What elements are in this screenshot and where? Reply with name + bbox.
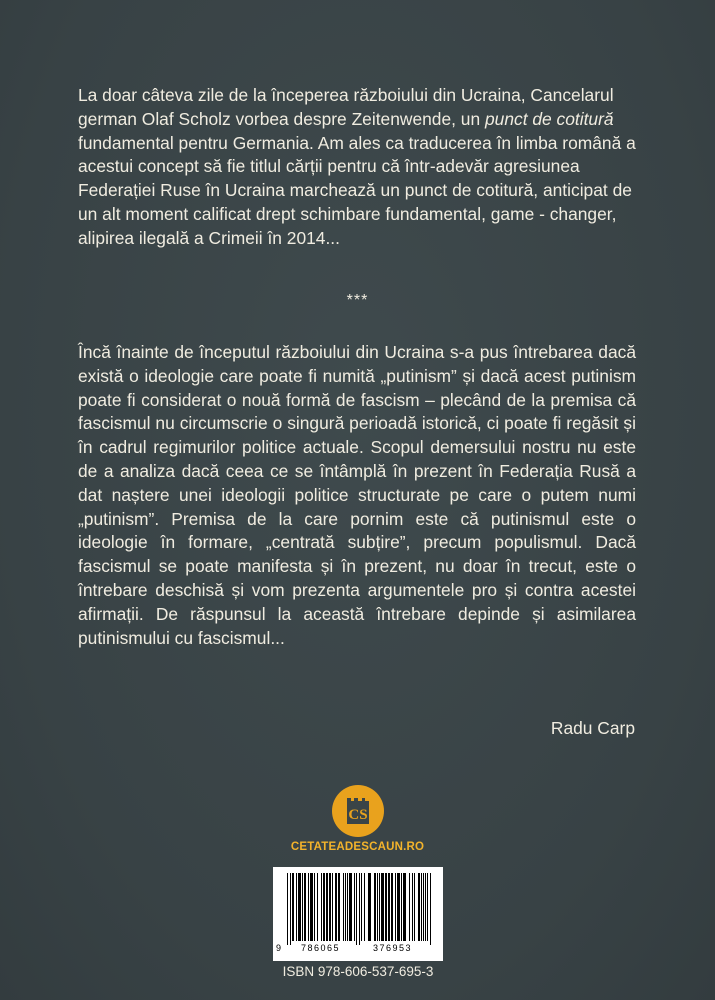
intro-text-part-1: La doar câteva zile de la începerea războiului din Ucraina, Cancelarul german Olaf Scholz vorbea despre Zeitenwende, un xyxy=(78,85,614,129)
barcode-bar xyxy=(374,873,376,941)
barcode-bar xyxy=(349,873,352,941)
barcode-bar xyxy=(347,873,348,941)
barcode-bar xyxy=(361,873,362,941)
barcode-bar xyxy=(377,873,378,941)
barcode-bar xyxy=(296,873,297,941)
barcode-bar xyxy=(332,873,333,941)
barcode-bar xyxy=(412,873,413,941)
body-paragraph: Încă înainte de începutul războiului din Ucraina s-a pus întrebarea dacă există o ideologie care poate fi numită „putinism” și dacă acest putinism poate fi considerat o nouă formă de fascism – plecând de la premisa că fascismul nu circumscrie o singură perioadă istorică, ci poate fi regăsit și în cadrul regimurilor politice actuale. Scopul demersului nostru nu este de a analiza dacă ceea ce se întâmplă în prezent în Federația Rusă a dat naștere unei ideologii politice structurate pe care o putem numi „putinism”. Premisa de la care pornim este că putinismul este o ideologie în formare, „centrată subțire”, precum populismul. Dacă fascismul se poate manifesta și în prezent, nu doar în trecut, este o întrebare deschisă și vom prezenta argumentele pro și contra acestei afirmații. De răspunsul la această întrebare depinde și asimilarea putinismului cu fascismul... xyxy=(78,342,636,648)
barcode-bar xyxy=(302,873,303,941)
barcode-bar xyxy=(292,873,294,941)
barcode-bar xyxy=(310,873,313,941)
barcode-bar xyxy=(391,873,393,941)
barcode-bars xyxy=(273,867,443,961)
barcode-bar xyxy=(290,873,291,945)
barcode-bar xyxy=(395,873,396,941)
barcode-bar xyxy=(354,873,355,941)
barcode-bar xyxy=(304,873,306,941)
barcode-bar xyxy=(414,873,415,941)
barcode-bar xyxy=(323,873,325,941)
intro-paragraph xyxy=(78,84,636,251)
barcode-bar xyxy=(338,873,340,941)
barcode-bar xyxy=(385,873,387,941)
section-separator: *** xyxy=(346,292,369,309)
barcode-bar xyxy=(326,873,328,941)
barcode-bar xyxy=(321,873,322,941)
barcode-bar xyxy=(427,873,428,941)
barcode-bar xyxy=(287,873,288,945)
author-name: Radu Carp xyxy=(550,718,635,738)
barcode-bar xyxy=(368,873,371,941)
barcode-bar xyxy=(345,873,346,941)
barcode-digit-first: 9 xyxy=(276,943,282,953)
barcode-bar xyxy=(359,873,360,945)
barcode-bar xyxy=(401,873,402,941)
barcode-bar xyxy=(356,873,357,945)
barcode-digits-left: 786065 xyxy=(301,943,341,953)
barcode-bar xyxy=(364,873,365,941)
barcode-bar xyxy=(423,873,424,941)
barcode-bar xyxy=(343,873,344,941)
barcode-bar xyxy=(298,873,301,941)
isbn-number: ISBN 978-606-537-695-3 xyxy=(282,964,434,979)
barcode-bar xyxy=(397,873,400,941)
castle-icon xyxy=(332,785,384,837)
barcode-bar xyxy=(418,873,420,941)
svg-text:CS: CS xyxy=(347,807,368,823)
intro-text-part-2: fundamental pentru Germania. Am ales ca traducerea în limba română a acestui concept să fie titlul cărții pentru că într-adevăr agresiunea Federației Ruse în Ucraina marchează un punct de cotitură, anticipat de un alt moment calificat drept schimbare fundamental, game - changer, alipirea ilegală a Crimeii în 2014... xyxy=(78,132,636,248)
barcode-bar xyxy=(329,873,331,941)
barcode xyxy=(273,867,443,961)
barcode-bar xyxy=(409,873,410,941)
barcode-bar xyxy=(308,873,309,941)
barcode-bar xyxy=(430,873,431,945)
publisher-logo xyxy=(0,785,715,853)
intro-italic-phrase: punct de cotitură xyxy=(484,108,614,129)
barcode-bar xyxy=(317,873,318,941)
barcode-digits-right: 376953 xyxy=(373,943,413,953)
barcode-bar xyxy=(403,873,406,941)
barcode-bar xyxy=(379,873,380,941)
publisher-website: CETATEADESCAUN.RO xyxy=(290,841,425,853)
barcode-bar xyxy=(425,873,426,941)
barcode-bar xyxy=(335,873,337,941)
barcode-bar xyxy=(314,873,315,941)
barcode-bar xyxy=(388,873,390,941)
barcode-bar xyxy=(421,873,422,941)
barcode-bar xyxy=(381,873,384,941)
